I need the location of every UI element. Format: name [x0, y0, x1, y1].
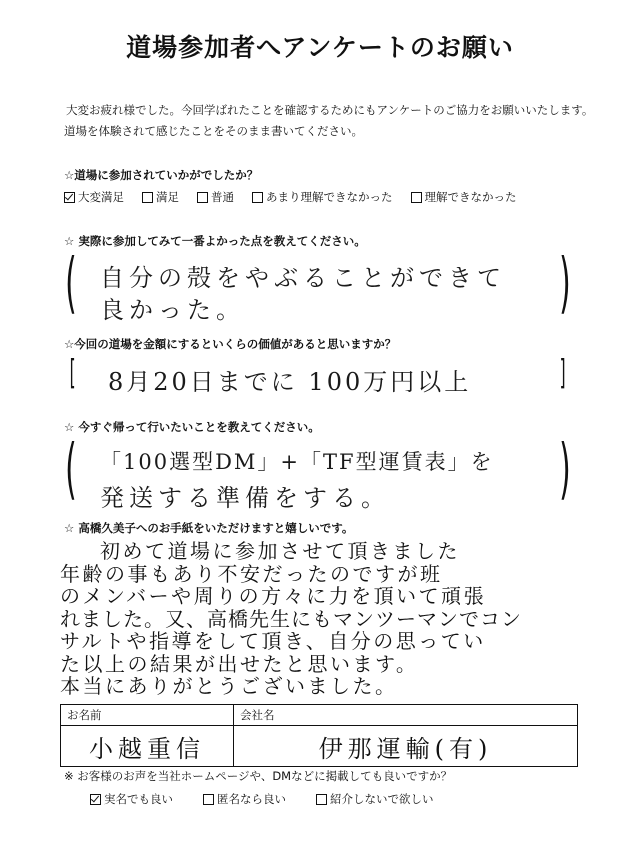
- option-label: 満足: [156, 190, 179, 204]
- right-bracket: ): [559, 430, 571, 507]
- letter-line: 本当にありがとうございました。: [60, 674, 398, 698]
- company-value[interactable]: 伊那運輸(有): [234, 726, 578, 767]
- question-1-label: ☆道場に参加されていかがでしたか？: [64, 168, 259, 182]
- page-title: 道場参加者へアンケートのお願い: [126, 33, 514, 62]
- option-real-name-ok[interactable]: [90, 791, 173, 807]
- option-anonymous-ok[interactable]: [203, 791, 286, 807]
- question-5-label: ☆ 高橋久美子へのお手紙をいただけますと嬉しいです。: [64, 521, 354, 535]
- option-not-well-understood[interactable]: [252, 189, 393, 205]
- question-1-options: [64, 189, 517, 205]
- checkbox[interactable]: [316, 794, 327, 805]
- checkbox[interactable]: [197, 192, 208, 203]
- name-company-box: [60, 704, 578, 767]
- left-bracket: (: [65, 430, 77, 507]
- answer-4-line-1: 「100選型DM」+「TF型運賃表」を: [100, 450, 494, 474]
- checkbox[interactable]: [64, 192, 75, 203]
- letter-line: 年齢の事もあり不安だったのですが班: [60, 561, 443, 586]
- letter-line: サルトや指導をして頂き、自分の思ってい: [60, 629, 486, 653]
- option-label: 紹介しないで欲しい: [330, 792, 434, 806]
- letter-line: れました。又、高橋先生にもマンツーマンでコン: [60, 606, 522, 631]
- answer-2-line-2: 良かった。: [100, 296, 245, 324]
- option-label: 普通: [211, 190, 234, 204]
- publish-options: [90, 791, 434, 807]
- company-label: 会社名: [234, 705, 578, 726]
- name-value[interactable]: 小越重信: [61, 726, 234, 767]
- option-label: 匿名なら良い: [217, 792, 286, 806]
- option-satisfied[interactable]: [142, 189, 179, 205]
- left-bracket: [: [69, 353, 76, 393]
- right-bracket: ): [559, 244, 571, 321]
- letter-line: のメンバーや周りの方々に力を頂いて頑張: [60, 584, 487, 608]
- checkbox[interactable]: [203, 794, 214, 805]
- answer-4-line-2: 発送する準備をする。: [100, 484, 390, 512]
- option-not-understood[interactable]: [411, 189, 517, 205]
- letter-text: [60, 540, 580, 698]
- name-label: お名前: [61, 705, 234, 726]
- intro-text: 大変お疲れ様でした。今回学ばれたことを確認するためにもアンケートのご協力をお願いいたします。道場を体験されて感じたことをそのまま書いてください。: [64, 103, 594, 138]
- option-label: 大変満足: [78, 190, 124, 204]
- option-do-not-publish[interactable]: [316, 791, 434, 807]
- option-label: 実名でも良い: [104, 792, 173, 806]
- letter-line: た以上の結果が出せたと思います。: [60, 651, 419, 676]
- checkbox[interactable]: [90, 794, 101, 805]
- option-label: 理解できなかった: [424, 190, 517, 204]
- option-very-satisfied[interactable]: [64, 189, 124, 205]
- question-4-label: ☆ 今すぐ帰って行いたいことを教えてください。: [64, 420, 320, 434]
- checkbox[interactable]: [411, 192, 422, 203]
- option-normal[interactable]: [197, 189, 234, 205]
- left-bracket: (: [65, 244, 77, 321]
- publish-note: ※ お客様のお声を当社ホームページや、DMなどに掲載しても良いですか？: [64, 769, 453, 783]
- checkbox[interactable]: [252, 192, 263, 203]
- letter-line: 初めて道場に参加させて頂きました: [100, 539, 460, 563]
- option-label: あまり理解できなかった: [266, 190, 393, 204]
- answer-2-line-1: 自分の殻をやぶることができて: [100, 264, 506, 292]
- answer-3: 8月20日までに 100万円以上: [108, 368, 472, 396]
- checkbox[interactable]: [142, 192, 153, 203]
- right-bracket: ]: [559, 353, 566, 393]
- question-3-label: ☆今回の道場を金額にするといくらの価値があると思いますか？: [64, 337, 397, 351]
- question-2-label: ☆ 実際に参加してみて一番よかった点を教えてください。: [64, 234, 366, 248]
